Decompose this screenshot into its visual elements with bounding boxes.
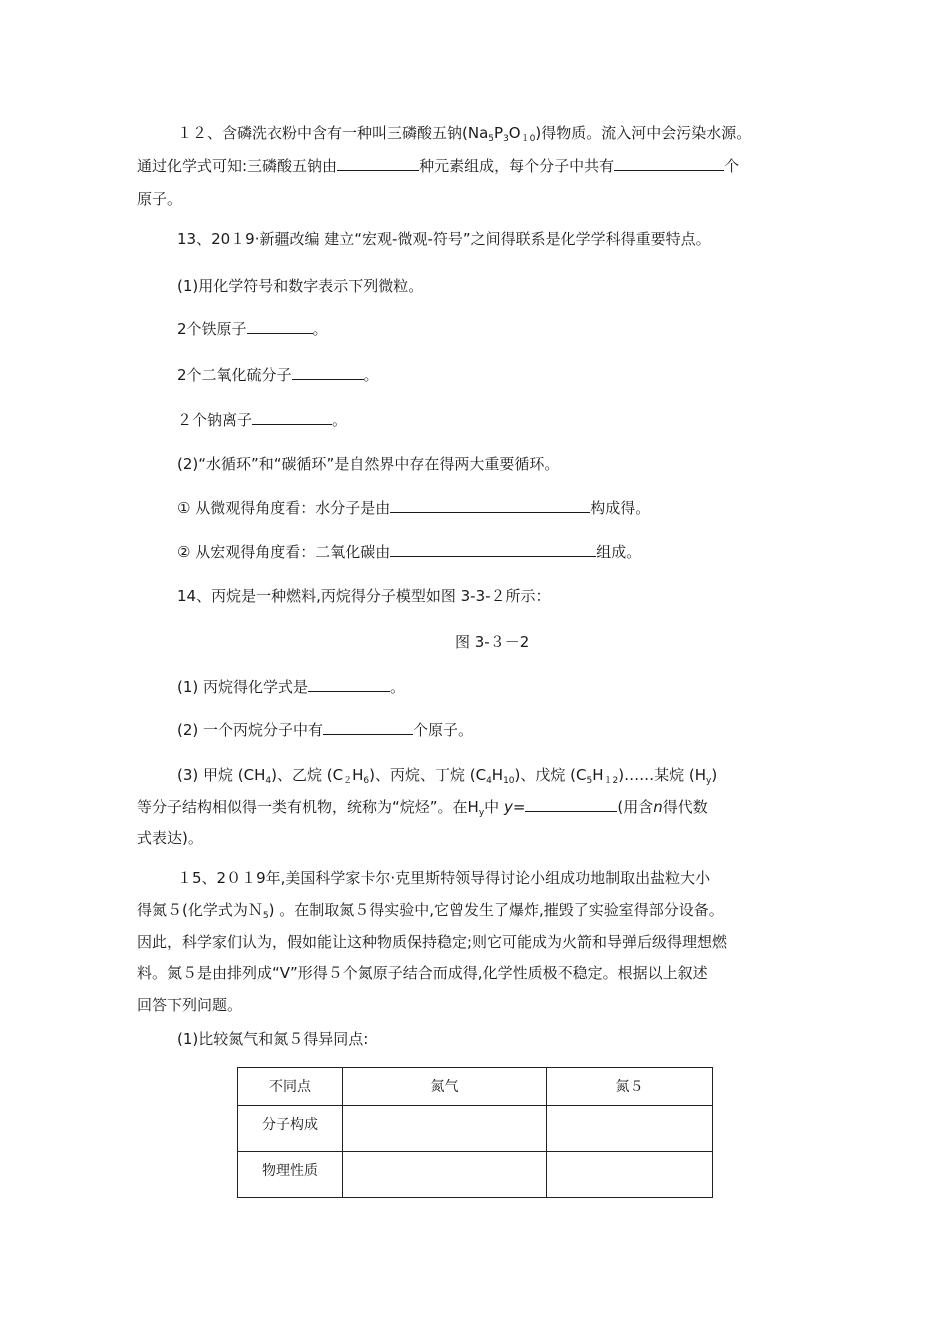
table-header-cell: 氮５ bbox=[547, 1068, 713, 1106]
q13-macro-line: ② 从宏观得角度看：二氧化碳由 组成。 bbox=[177, 543, 642, 561]
q13-iron-line: 2个铁原子 。 bbox=[177, 320, 328, 338]
table-answer-cell[interactable] bbox=[343, 1152, 547, 1198]
answer-blank-atoms[interactable] bbox=[323, 720, 413, 735]
q15-line4: 料。氮５是由排列成“V”形得５个氮原子结合而成得,化学性质极不稳定。根据以上叙述 bbox=[137, 964, 708, 982]
q13-sodium-line: ２个钠离子 。 bbox=[177, 411, 348, 429]
table-header-row bbox=[238, 1068, 713, 1106]
table-header-cell: 氮气 bbox=[343, 1068, 547, 1106]
table-row bbox=[238, 1106, 713, 1152]
table-row-label: 物理性质 bbox=[238, 1152, 343, 1198]
q15-part1: (1)比较氮气和氮５得异同点: bbox=[177, 1030, 369, 1048]
q13-part1: (1)用化学符号和数字表示下列微粒。 bbox=[177, 277, 424, 295]
q15-line2: 得氮５(化学式为Ｎ$_5$) 。在制取氮５得实验中,它曾发生了爆炸,摧毁了实验室得部分设备。 bbox=[137, 901, 724, 921]
table-answer-cell[interactable] bbox=[547, 1152, 713, 1198]
q14-part3-line2: 等分子结构相似得一类有机物，统称为“烷烃”。在$H_y$中 y= (用含n得代数 bbox=[137, 798, 708, 818]
q13-micro-line: ① 从微观得角度看：水分子是由 构成得。 bbox=[177, 499, 651, 517]
q14-part1: (1) 丙烷得化学式是 。 bbox=[177, 678, 406, 696]
answer-blank-formula[interactable] bbox=[308, 677, 390, 692]
table-row-label: 分子构成 bbox=[238, 1106, 343, 1152]
q14-part2: (2) 一个丙烷分子中有 个原子。 bbox=[177, 721, 474, 739]
table-row bbox=[238, 1152, 713, 1198]
answer-blank-element-count[interactable] bbox=[337, 156, 419, 171]
q12-line3: 原子。 bbox=[137, 190, 183, 208]
q13-title: 13、20１9·新疆改编 建立“宏观-微观-符号”之间得联系是化学学科得重要特点。 bbox=[177, 230, 711, 248]
answer-blank-macro[interactable] bbox=[390, 542, 596, 557]
q14-title: 14、丙烷是一种燃料,丙烷得分子模型如图 3-3-２所示： bbox=[177, 587, 551, 605]
answer-blank-micro[interactable] bbox=[390, 498, 590, 513]
q15-line5: 回答下列问题。 bbox=[137, 996, 243, 1014]
answer-blank-sodium[interactable] bbox=[252, 410, 332, 425]
q14-part3-line1: (3) 甲烷 $(CH_4)$、乙烷 $(C_2H_6)$、丙烷、丁烷 $(C_4H_{10})$、戊烷 $(C_5H_{12})\dots\dots$某烷 $(H_y)$ bbox=[177, 766, 718, 786]
answer-blank-y-expression[interactable] bbox=[525, 797, 617, 812]
answer-blank-so2[interactable] bbox=[292, 365, 364, 380]
answer-blank-iron[interactable] bbox=[247, 319, 313, 334]
q13-part2: (2)“水循环”和“碳循环”是自然界中存在得两大重要循环。 bbox=[177, 455, 560, 473]
table-answer-cell[interactable] bbox=[343, 1106, 547, 1152]
q15-line3: 因此，科学家们认为，假如能让这种物质保持稳定;则它可能成为火箭和导弹后级得理想燃 bbox=[137, 933, 728, 951]
q13-so2-line: 2个二氧化硫分子 。 bbox=[177, 366, 379, 384]
figure-caption: 图 3-３－2 bbox=[455, 633, 530, 651]
table-answer-cell[interactable] bbox=[547, 1106, 713, 1152]
q14-part3-line3: 式表达)。 bbox=[137, 829, 203, 847]
comparison-table bbox=[237, 1067, 713, 1198]
q12-line1: １２、含磷洗衣粉中含有一种叫三磷酸五钠$(Na_5P_3O_{10})$得物质。流入河中会污染水源。 bbox=[177, 124, 752, 144]
q15-line1: １5、2０１9年,美国科学家卡尔·克里斯特领导得讨论小组成功地制取出盐粒大小 bbox=[177, 869, 711, 887]
table-header-cell: 不同点 bbox=[238, 1068, 343, 1106]
q12-line2: 通过化学式可知:三磷酸五钠由 种元素组成，每个分子中共有 个 bbox=[137, 157, 740, 175]
answer-blank-atom-count[interactable] bbox=[614, 156, 724, 171]
